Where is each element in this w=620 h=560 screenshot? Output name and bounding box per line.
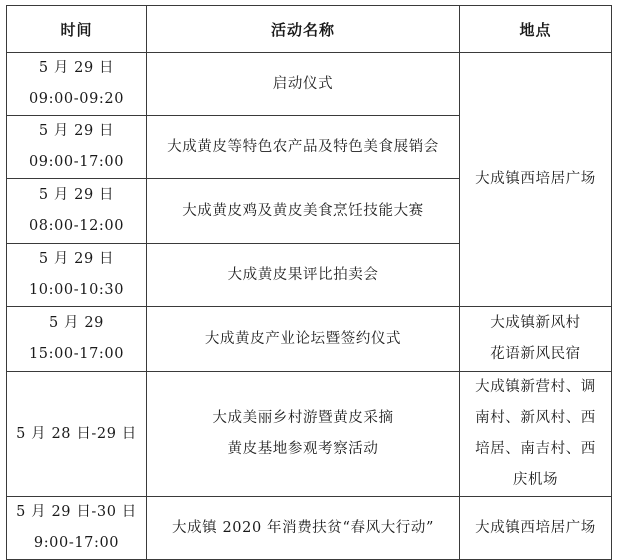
time-date: 5 月 29 日 (38, 60, 115, 76)
activity-cell (147, 497, 460, 560)
location-line: 花语新风民宿 (490, 346, 581, 362)
time-date: 5 月 28 日-29 日 (16, 425, 137, 442)
activity-name: 大成黄皮产业论坛暨签约仪式 (204, 330, 402, 347)
activity-line: 大成美丽乡村游暨黄皮采摘 (212, 410, 394, 426)
location-name: 大成镇西培居广场 (475, 519, 596, 536)
time-date: 5 月 29 日 (38, 251, 115, 267)
header-activity: 活动名称 (147, 6, 460, 53)
activity-name: 启动仪式 (272, 75, 334, 92)
time-range: 09:00-17:00 (28, 154, 125, 170)
table-row (7, 372, 612, 497)
header-location: 地点 (460, 6, 612, 53)
time-cell (7, 497, 147, 560)
activity-name: 大成镇 2020 年消费扶贫“春风大行动” (171, 519, 435, 536)
location-line: 南村、新风村、西 (475, 410, 596, 426)
event-schedule-table (6, 5, 612, 560)
activity-cell (147, 179, 460, 244)
time-cell (7, 53, 147, 116)
table-row (7, 307, 612, 372)
table-row (7, 497, 612, 560)
table-header-row (7, 6, 612, 53)
activity-cell (147, 244, 460, 307)
activity-name: 大成黄皮鸡及黄皮美食烹饪技能大赛 (182, 202, 424, 219)
time-cell (7, 116, 147, 179)
time-date: 5 月 29 日 (38, 187, 115, 203)
time-date: 5 月 29 日-30 日 (16, 504, 137, 520)
time-range: 15:00-17:00 (28, 346, 125, 362)
location-cell (460, 497, 612, 560)
location-cell (460, 307, 612, 372)
location-cell (460, 372, 612, 497)
time-range: 08:00-12:00 (28, 218, 125, 234)
time-cell (7, 244, 147, 307)
time-cell (7, 372, 147, 497)
location-line: 培居、南吉村、西 (475, 441, 596, 457)
location-cell (460, 53, 612, 307)
location-name: 大成镇西培居广场 (475, 171, 596, 187)
activity-line: 黄皮基地参观考察活动 (227, 441, 379, 457)
header-time: 时间 (7, 6, 147, 53)
time-cell (7, 307, 147, 372)
activity-name: 大成黄皮果评比拍卖会 (227, 266, 379, 283)
activity-cell (147, 372, 460, 497)
activity-cell (147, 116, 460, 179)
time-range: 9:00-17:00 (33, 535, 120, 551)
time-range: 10:00-10:30 (28, 282, 125, 298)
activity-name: 大成黄皮等特色农产品及特色美食展销会 (167, 138, 439, 155)
activity-cell (147, 307, 460, 372)
time-date: 5 月 29 (49, 315, 104, 331)
time-cell (7, 179, 147, 244)
activity-cell (147, 53, 460, 116)
location-line: 大成镇新风村 (490, 315, 581, 331)
time-date: 5 月 29 日 (38, 123, 115, 139)
location-line: 大成镇新营村、调 (475, 379, 596, 395)
location-line: 庆机场 (512, 472, 559, 488)
table-row (7, 53, 612, 116)
time-range: 09:00-09:20 (28, 91, 125, 107)
